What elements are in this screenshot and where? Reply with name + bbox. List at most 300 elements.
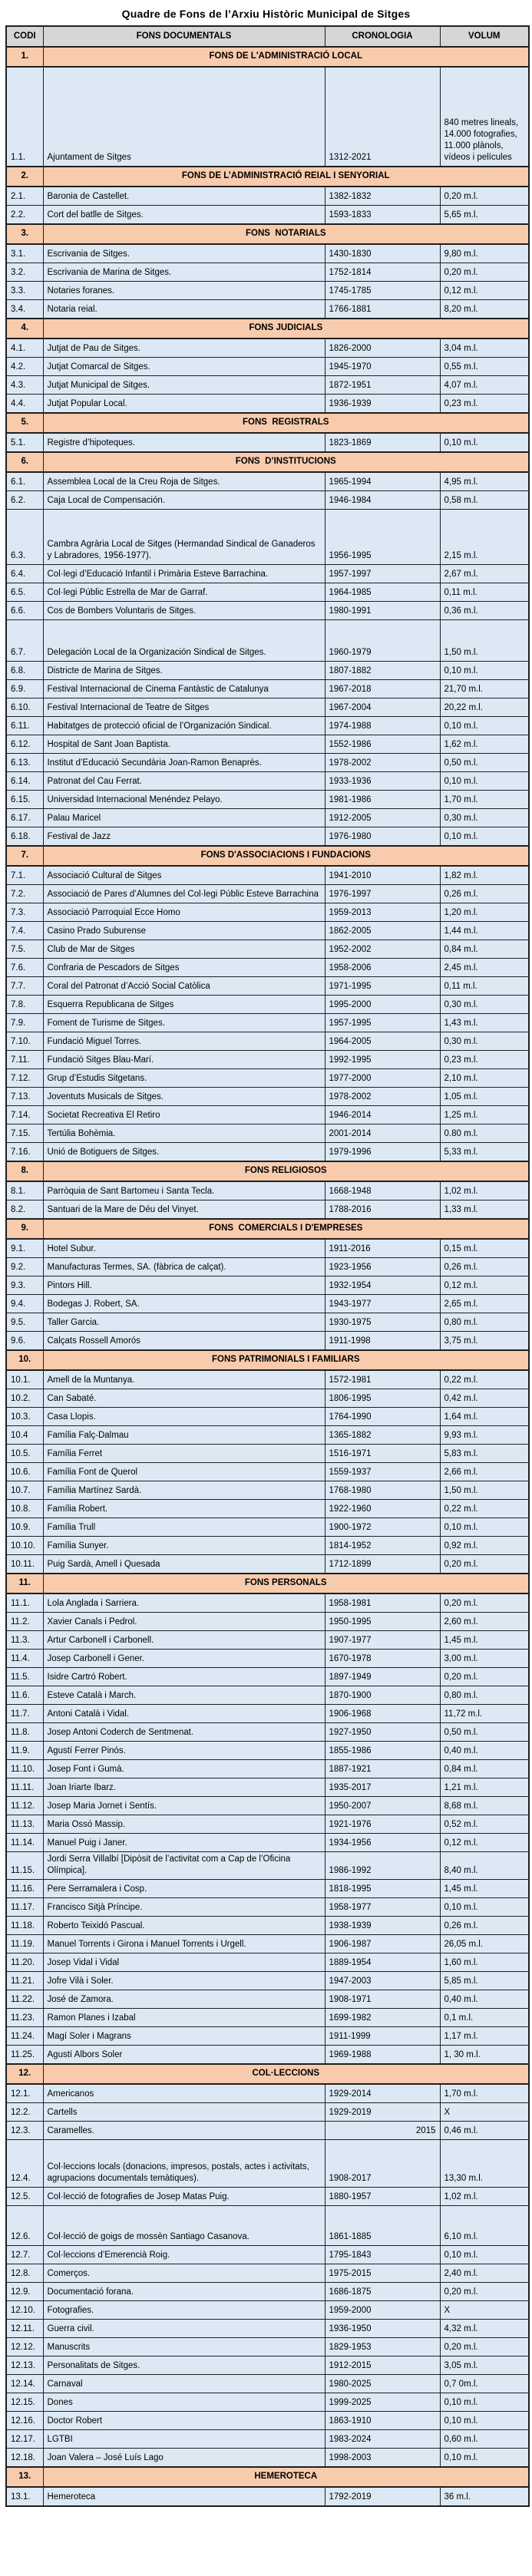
row-chron: 1980-2025	[325, 2375, 440, 2393]
row-volume: 1, 30 m.l.	[440, 2046, 529, 2065]
row-volume: 0,55 m.l.	[440, 358, 529, 376]
row-code: 10.7.	[6, 1481, 43, 1500]
row-chron: 1861-1885	[325, 2206, 440, 2246]
row-name: Notaria reial.	[43, 300, 325, 319]
row-name: José de Zamora.	[43, 1990, 325, 2009]
row-volume: 0,10 m.l.	[440, 662, 529, 680]
table-row	[6, 1797, 529, 1815]
table-row	[6, 1935, 529, 1953]
row-code: 10.11.	[6, 1555, 43, 1574]
row-chron: 1829-1953	[325, 2338, 440, 2356]
row-code: 7.8.	[6, 996, 43, 1014]
row-chron: 1929-2019	[325, 2103, 440, 2122]
row-chron: 1936-1939	[325, 395, 440, 414]
row-code: 12.13.	[6, 2356, 43, 2375]
row-code: 11.24.	[6, 2027, 43, 2046]
row-code: 4.1.	[6, 339, 43, 358]
table-row	[6, 2356, 529, 2375]
row-volume: 0,12 m.l.	[440, 1276, 529, 1295]
table-row	[6, 1332, 529, 1351]
row-volume: 1,62 m.l.	[440, 735, 529, 754]
table-row	[6, 698, 529, 717]
row-code: 11.5.	[6, 1668, 43, 1686]
row-chron: 1552-1986	[325, 735, 440, 754]
row-code: 11.18.	[6, 1917, 43, 1935]
row-volume: 1,45 m.l.	[440, 1631, 529, 1650]
row-chron: 1818-1995	[325, 1880, 440, 1898]
row-code: 12.7.	[6, 2246, 43, 2264]
row-name: Club de Mar de Sitges	[43, 940, 325, 959]
row-volume: 0,52 m.l.	[440, 1815, 529, 1834]
table-row	[6, 2487, 529, 2506]
row-volume: 0.80 m.l.	[440, 1125, 529, 1143]
row-volume: 0,23 m.l.	[440, 1051, 529, 1069]
table-row	[6, 1276, 529, 1295]
row-volume: X	[440, 2301, 529, 2320]
row-code: 6.12.	[6, 735, 43, 754]
row-volume: 1,02 m.l.	[440, 1181, 529, 1200]
row-name: Joan Valera – José Luís Lago	[43, 2449, 325, 2468]
table-row	[6, 602, 529, 620]
row-name: Manuel Torrents i Girona i Manuel Torrents i Urgell.	[43, 1935, 325, 1953]
row-chron: 1699-1982	[325, 2009, 440, 2027]
row-chron: 1870-1900	[325, 1686, 440, 1705]
table-row	[6, 2246, 529, 2264]
row-code: 12.1.	[6, 2084, 43, 2103]
row-chron: 1670-1978	[325, 1650, 440, 1668]
row-chron: 1976-1997	[325, 885, 440, 903]
section-code: 7.	[6, 846, 43, 866]
row-code: 6.7.	[6, 620, 43, 662]
section-label: FONS D'ASSOCIACIONS I FUNDACIONS	[43, 846, 529, 866]
row-volume: 2,10 m.l.	[440, 1069, 529, 1088]
row-chron: 1912-2005	[325, 809, 440, 827]
row-code: 11.19.	[6, 1935, 43, 1953]
row-chron: 1806-1995	[325, 1389, 440, 1408]
row-volume: 0,92 m.l.	[440, 1537, 529, 1555]
table-row	[6, 1051, 529, 1069]
table-row	[6, 1898, 529, 1917]
row-chron: 1950-1995	[325, 1613, 440, 1631]
row-volume: 1,44 m.l.	[440, 922, 529, 940]
table-row	[6, 1445, 529, 1463]
row-volume: 4,07 m.l.	[440, 376, 529, 395]
row-chron: 1950-2007	[325, 1797, 440, 1815]
row-volume: 2,66 m.l.	[440, 1463, 529, 1481]
row-volume: 8,40 m.l.	[440, 1852, 529, 1880]
row-volume: 0,42 m.l.	[440, 1389, 529, 1408]
row-name: Casino Prado Suburense	[43, 922, 325, 940]
row-volume: 1,25 m.l.	[440, 1106, 529, 1125]
row-chron: 1930-1975	[325, 1313, 440, 1332]
row-chron: 1572-1981	[325, 1370, 440, 1389]
row-code: 12.12.	[6, 2338, 43, 2356]
row-code: 10.8.	[6, 1500, 43, 1518]
row-code: 11.4.	[6, 1650, 43, 1668]
row-code: 10.3.	[6, 1408, 43, 1426]
table-row	[6, 1500, 529, 1518]
row-name: Col·leccions locals (donacions, impresos, postals, actes i activitats, agrupacions documentals temàtiques).	[43, 2140, 325, 2188]
row-code: 11.16.	[6, 1880, 43, 1898]
table-row	[6, 2188, 529, 2206]
table-row	[6, 376, 529, 395]
section-row	[6, 2467, 529, 2487]
row-name: Magí Soler i Magrans	[43, 2027, 325, 2046]
row-name: LGTBI	[43, 2430, 325, 2449]
table-row	[6, 263, 529, 282]
row-volume: 0,36 m.l.	[440, 602, 529, 620]
row-volume: 1,20 m.l.	[440, 903, 529, 922]
row-volume: 26,05 m.l.	[440, 1935, 529, 1953]
row-code: 11.2.	[6, 1613, 43, 1631]
row-chron: 1978-2002	[325, 754, 440, 772]
table-row	[6, 1125, 529, 1143]
row-code: 7.9.	[6, 1014, 43, 1032]
row-name: Jutjat Municipal de Sitges.	[43, 376, 325, 395]
table-row	[6, 1834, 529, 1852]
row-code: 1.1.	[6, 67, 43, 167]
row-code: 11.21.	[6, 1972, 43, 1990]
row-volume: 36 m.l.	[440, 2487, 529, 2506]
table-row	[6, 735, 529, 754]
table-row	[6, 2103, 529, 2122]
row-chron: 1927-1950	[325, 1723, 440, 1742]
row-name: Hemeroteca	[43, 2487, 325, 2506]
table-row	[6, 959, 529, 977]
row-name: Manufacturas Termes, SA. (fàbrica de calçat).	[43, 1258, 325, 1276]
row-chron: 1971-1995	[325, 977, 440, 996]
row-code: 5.1.	[6, 433, 43, 452]
row-name: Família Sunyer.	[43, 1537, 325, 1555]
row-chron: 1986-1992	[325, 1852, 440, 1880]
row-code: 12.14.	[6, 2375, 43, 2393]
row-code: 6.15.	[6, 791, 43, 809]
row-chron: 1999-2025	[325, 2393, 440, 2412]
table-row	[6, 472, 529, 491]
row-name: Tertúlia Bohèmia.	[43, 1125, 325, 1143]
row-code: 7.7.	[6, 977, 43, 996]
row-code: 3.4.	[6, 300, 43, 319]
row-name: Calçats Rossell Amorós	[43, 1332, 325, 1351]
section-code: 2.	[6, 167, 43, 187]
row-name: Notaries foranes.	[43, 282, 325, 300]
row-name: Baronia de Castellet.	[43, 187, 325, 206]
row-chron: 1712-1899	[325, 1555, 440, 1574]
row-code: 12.5.	[6, 2188, 43, 2206]
row-volume: 3,04 m.l.	[440, 339, 529, 358]
row-code: 12.8.	[6, 2264, 43, 2283]
table-row	[6, 620, 529, 662]
row-code: 10.10.	[6, 1537, 43, 1555]
row-code: 11.20.	[6, 1953, 43, 1972]
row-chron: 1906-1987	[325, 1935, 440, 1953]
row-name: Americanos	[43, 2084, 325, 2103]
row-name: Joan Iriarte Ibarz.	[43, 1778, 325, 1797]
table-row	[6, 1852, 529, 1880]
table-row	[6, 1258, 529, 1276]
row-volume: 0,15 m.l.	[440, 1239, 529, 1258]
row-volume: 0,80 m.l.	[440, 1313, 529, 1332]
row-chron: 1929-2014	[325, 2084, 440, 2103]
row-name: Documentació forana.	[43, 2283, 325, 2301]
table-row	[6, 67, 529, 167]
row-chron: 1969-1988	[325, 2046, 440, 2065]
row-volume: X	[440, 2103, 529, 2122]
row-name: Jutjat de Pau de Sitges.	[43, 339, 325, 358]
row-volume: 0,20 m.l.	[440, 2338, 529, 2356]
section-code: 1.	[6, 47, 43, 67]
row-chron: 1943-1977	[325, 1295, 440, 1313]
row-name: Família Falç-Dalmau	[43, 1426, 325, 1445]
row-chron: 1897-1949	[325, 1668, 440, 1686]
row-code: 11.14.	[6, 1834, 43, 1852]
row-volume: 0,46 m.l.	[440, 2122, 529, 2140]
section-label: FONS D’INSTITUCIONS	[43, 452, 529, 472]
row-chron: 1938-1939	[325, 1917, 440, 1935]
row-chron: 1593-1833	[325, 206, 440, 225]
section-row	[6, 452, 529, 472]
row-chron: 1933-1936	[325, 772, 440, 791]
section-row	[6, 224, 529, 244]
section-label: FONS DE L’ADMINISTRACIÓ REIAL I SENYORIAL	[43, 167, 529, 187]
row-code: 3.2.	[6, 263, 43, 282]
table-row	[6, 1742, 529, 1760]
table-row	[6, 1705, 529, 1723]
row-chron: 1766-1881	[325, 300, 440, 319]
section-label: COL·LECCIONS	[43, 2064, 529, 2084]
table-row	[6, 809, 529, 827]
row-code: 6.14.	[6, 772, 43, 791]
row-code: 6.1.	[6, 472, 43, 491]
row-name: Guerra civil.	[43, 2320, 325, 2338]
section-label: FONS DE L'ADMINISTRACIÓ LOCAL	[43, 47, 529, 67]
row-volume: 0,12 m.l.	[440, 282, 529, 300]
row-name: Assemblea Local de la Creu Roja de Sitges.	[43, 472, 325, 491]
row-name: Francisco Sitjà Príncipe.	[43, 1898, 325, 1917]
row-volume: 1,02 m.l.	[440, 2188, 529, 2206]
row-volume: 0,10 m.l.	[440, 433, 529, 452]
row-code: 6.11.	[6, 717, 43, 735]
table-row	[6, 885, 529, 903]
row-chron: 1967-2004	[325, 698, 440, 717]
row-name: Isidre Cartró Robert.	[43, 1668, 325, 1686]
table-row	[6, 2301, 529, 2320]
row-chron: 1983-2024	[325, 2430, 440, 2449]
row-volume: 9,93 m.l.	[440, 1426, 529, 1445]
row-chron: 1976-1980	[325, 827, 440, 847]
row-name: Grup d’Estudis Sitgetans.	[43, 1069, 325, 1088]
table-row	[6, 1389, 529, 1408]
row-volume: 0,20 m.l.	[440, 1555, 529, 1574]
row-name: Col·leccions d’Emerencià Roig.	[43, 2246, 325, 2264]
row-chron: 1932-1954	[325, 1276, 440, 1295]
row-name: Manuscrits	[43, 2338, 325, 2356]
row-chron: 1768-1980	[325, 1481, 440, 1500]
row-volume: 1,21 m.l.	[440, 1778, 529, 1797]
row-chron: 1964-2005	[325, 1032, 440, 1051]
table-row	[6, 2140, 529, 2188]
row-name: Unió de Botiguers de Sitges.	[43, 1143, 325, 1162]
row-name: Amell de la Muntanya.	[43, 1370, 325, 1389]
row-volume: 3,00 m.l.	[440, 1650, 529, 1668]
table-row	[6, 2338, 529, 2356]
section-code: 5.	[6, 413, 43, 433]
row-volume: 0,40 m.l.	[440, 1990, 529, 2009]
row-name: Bodegas J. Robert, SA.	[43, 1295, 325, 1313]
row-chron: 1957-1997	[325, 565, 440, 583]
row-chron: 1862-2005	[325, 922, 440, 940]
row-volume: 0,11 m.l.	[440, 583, 529, 602]
row-volume: 0,30 m.l.	[440, 996, 529, 1014]
row-code: 3.1.	[6, 244, 43, 263]
row-code: 7.6.	[6, 959, 43, 977]
row-name: Lola Anglada i Sarriera.	[43, 1593, 325, 1613]
row-code: 12.17.	[6, 2430, 43, 2449]
col-header-0: CODI	[6, 26, 43, 47]
row-chron: 1946-2014	[325, 1106, 440, 1125]
row-chron: 2015	[325, 2122, 440, 2140]
row-code: 7.11.	[6, 1051, 43, 1069]
table-row	[6, 2412, 529, 2430]
table-row	[6, 1313, 529, 1332]
row-code: 6.2.	[6, 491, 43, 510]
row-name: Doctor Robert	[43, 2412, 325, 2430]
row-name: Comerços.	[43, 2264, 325, 2283]
row-chron: 1559-1937	[325, 1463, 440, 1481]
row-chron: 1745-1785	[325, 282, 440, 300]
row-code: 10.9.	[6, 1518, 43, 1537]
row-code: 11.23.	[6, 2009, 43, 2027]
row-chron: 1795-1843	[325, 2246, 440, 2264]
table-row	[6, 2320, 529, 2338]
row-code: 7.13.	[6, 1088, 43, 1106]
table-row	[6, 1088, 529, 1106]
table-row	[6, 1990, 529, 2009]
row-chron: 1764-1990	[325, 1408, 440, 1426]
row-name: Col·legi d’Educació Infantil i Primària Esteve Barrachina.	[43, 565, 325, 583]
section-label: FONS NOTARIALS	[43, 224, 529, 244]
row-chron: 1922-1960	[325, 1500, 440, 1518]
table-row	[6, 1613, 529, 1631]
row-volume: 4,32 m.l.	[440, 2320, 529, 2338]
table-row	[6, 2046, 529, 2065]
row-chron: 1956-1995	[325, 510, 440, 565]
row-name: Família Martínez Sardà.	[43, 1481, 325, 1500]
table-row	[6, 903, 529, 922]
row-code: 7.2.	[6, 885, 43, 903]
col-header-1: FONS DOCUMENTALS	[43, 26, 325, 47]
row-code: 8.1.	[6, 1181, 43, 1200]
row-code: 12.16.	[6, 2412, 43, 2430]
row-code: 13.1.	[6, 2487, 43, 2506]
row-code: 7.12.	[6, 1069, 43, 1088]
row-chron: 1855-1986	[325, 1742, 440, 1760]
row-chron: 1979-1996	[325, 1143, 440, 1162]
row-name: Coral del Patronat d’Acció Social Catòlica	[43, 977, 325, 996]
row-chron: 1946-1984	[325, 491, 440, 510]
row-volume: 0,58 m.l.	[440, 491, 529, 510]
row-volume: 0,50 m.l.	[440, 754, 529, 772]
row-chron: 1959-2000	[325, 2301, 440, 2320]
table-row	[6, 395, 529, 414]
section-row	[6, 167, 529, 187]
row-volume: 11,72 m.l.	[440, 1705, 529, 1723]
row-name: Societat Recreativa El Retiro	[43, 1106, 325, 1125]
row-volume: 3,05 m.l.	[440, 2356, 529, 2375]
row-volume: 1,82 m.l.	[440, 866, 529, 885]
row-chron: 1823-1869	[325, 433, 440, 452]
row-code: 4.3.	[6, 376, 43, 395]
row-name: Artur Carbonell i Carbonell.	[43, 1631, 325, 1650]
row-code: 6.18.	[6, 827, 43, 847]
table-row	[6, 2430, 529, 2449]
row-chron: 1887-1921	[325, 1760, 440, 1778]
section-label: FONS JUDICIALS	[43, 319, 529, 339]
table-row	[6, 1181, 529, 1200]
section-row	[6, 1350, 529, 1370]
row-chron: 1965-1994	[325, 472, 440, 491]
row-name: Festival Internacional de Cinema Fantàstic de Catalunya	[43, 680, 325, 698]
row-chron: 1872-1951	[325, 376, 440, 395]
row-name: Delegación Local de la Organización Sindical de Sitges.	[43, 620, 325, 662]
row-name: Fundació Miguel Torres.	[43, 1032, 325, 1051]
table-row	[6, 2084, 529, 2103]
row-name: Col·legi Públic Estrella de Mar de Garraf.	[43, 583, 325, 602]
row-chron: 1964-1985	[325, 583, 440, 602]
row-chron: 1911-1999	[325, 2027, 440, 2046]
row-chron: 1814-1952	[325, 1537, 440, 1555]
table-row	[6, 2009, 529, 2027]
row-code: 3.3.	[6, 282, 43, 300]
table-row	[6, 1537, 529, 1555]
row-volume: 0,10 m.l.	[440, 2393, 529, 2412]
row-chron: 1792-2019	[325, 2487, 440, 2506]
table-row	[6, 1917, 529, 1935]
row-chron: 1430-1830	[325, 244, 440, 263]
row-name: Josep Carbonell i Gener.	[43, 1650, 325, 1668]
row-volume: 0,10 m.l.	[440, 1518, 529, 1537]
table-row	[6, 1463, 529, 1481]
row-chron: 1952-2002	[325, 940, 440, 959]
row-code: 10.5.	[6, 1445, 43, 1463]
row-chron: 1826-2000	[325, 339, 440, 358]
table-row	[6, 1295, 529, 1313]
row-code: 9.2.	[6, 1258, 43, 1276]
row-name: Associació Cultural de Sitges	[43, 866, 325, 885]
table-row	[6, 2449, 529, 2468]
table-row	[6, 1972, 529, 1990]
table-row	[6, 1650, 529, 1668]
row-name: Col·lecció de fotografies de Josep Matas Puig.	[43, 2188, 325, 2206]
section-label: FONS COMERCIALS I D'EMPRESES	[43, 1219, 529, 1239]
row-chron: 1880-1957	[325, 2188, 440, 2206]
row-code: 2.1.	[6, 187, 43, 206]
row-volume: 2,60 m.l.	[440, 1613, 529, 1631]
table-row	[6, 1481, 529, 1500]
table-row	[6, 1426, 529, 1445]
row-volume: 5,83 m.l.	[440, 1445, 529, 1463]
row-volume: 2,45 m.l.	[440, 959, 529, 977]
table-row	[6, 2027, 529, 2046]
table-row	[6, 491, 529, 510]
row-chron: 1752-1814	[325, 263, 440, 282]
row-name: Josep Vidal i Vidal	[43, 1953, 325, 1972]
row-volume: 0,10 m.l.	[440, 827, 529, 847]
table-row	[6, 339, 529, 358]
row-code: 7.10.	[6, 1032, 43, 1051]
row-code: 2.2.	[6, 206, 43, 225]
row-name: Agustí Ferrer Pinós.	[43, 1742, 325, 1760]
